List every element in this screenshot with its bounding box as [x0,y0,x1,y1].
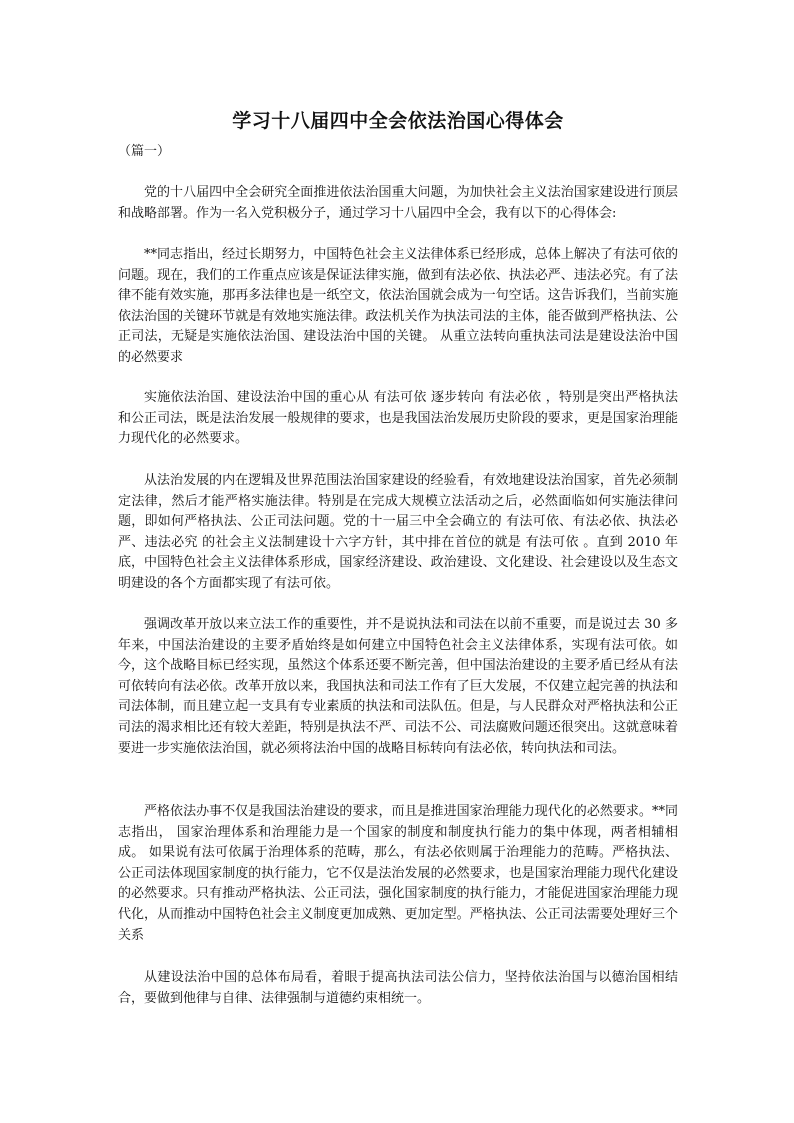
paragraph: 实施依法治国、建设法治中国的重心从 有法可依 逐步转向 有法必依 ，特别是突出严格执法和公正司法，既是法治发展一般规律的要求，也是我国法治发展历史阶段的要求，更是国家治理能力现代化的必然要求。 [118,390,678,447]
document-title: 学习十八届四中全会依法治国心得体会 [232,110,564,132]
paragraph: 严格依法办事不仅是我国法治建设的要求，而且是推进国家治理能力现代化的必然要求。**同志指出， 国家治理体系和治理能力是一个国家的制度和制度执行能力的集中体现，两者相辅相成。 如果说有法可依属于治理体系的范畴，那么，有法必依则属于治理能力的范畴。严格执法、公正司法体现国家制度的执行能力，它不仅是法治发展的必然要求，也是国家治理能力现代化建设的必然要求。只有推动严格执法、公正司法，强化国家制度的执行能力，才能促进国家治理能力现代化，从而推动中国特色社会主义制度更加成熟、更加定型。严格执法、公正司法需要处理好三个关系 [118,804,678,943]
paragraph: **同志指出，经过长期努力，中国特色社会主义法律体系已经形成，总体上解决了有法可依的问题。现在，我们的工作重点应该是保证法律实施，做到有法必依、执法必严、违法必究。有了法律不能有效实施，那再多法律也是一纸空文，依法治国就会成为一句空话。这告诉我们，当前实施依法治国的关键环节就是有效地实施法律。政法机关作为执法司法的主体，能否做到严格执法、公正司法，无疑是实施依法治国、建设法治中国的关键。 从重立法转向重执法司法是建设法治中国的必然要求 [118,247,678,365]
document-subtitle: （篇一） [118,144,171,159]
paragraph: 党的十八届四中全会研究全面推进依法治国重大问题，为加快社会主义法治国家建设进行顶层和战略部署。作为一名入党积极分子，通过学习十八届四中全会，我有以下的心得体会: [118,185,678,221]
paragraph: 从建设法治中国的总体布局看，着眼于提高执法司法公信力，坚持依法治国与以德治国相结合，要做到他律与自律、法律强制与道德约束相统一。 [118,970,678,1006]
paragraph: 强调改革开放以来立法工作的重要性，并不是说执法和司法在以前不重要，而是说过去 30 多年来，中国法治建设的主要矛盾始终是如何建立中国特色社会主义法律体系，实现有法可依。如今，这个战略目标已经实现，虽然这个体系还要不断完善，但中国法治建设的主要矛盾已经从有法可依转向有法必依。改革开放以来，我国执法和司法工作有了巨大发展，不仅建立起完善的执法和司法体制，而且建立起一支具有专业素质的执法和司法队伍。但是，与人民群众对严格执法和公正司法的渴求相比还有较大差距，特别是执法不严、司法不公、司法腐败问题还很突出。这就意味着要进一步实施依法治国，就必须将法治中国的战略目标转向有法必依，转向执法和司法。 [118,617,678,756]
paragraph: 从法治发展的内在逻辑及世界范围法治国家建设的经验看，有效地建设法治国家，首先必须制定法律，然后才能严格实施法律。特别是在完成大规模立法活动之后，必然面临如何实施法律问题，即如何严格执法、公正司法问题。党的十一届三中全会确立的 有法可依、有法必依、执法必严、违法必究 的社会主义法制建设十六字方针，其中排在首位的就是 有法可依 。直到 2010 年底，中国特色社会主义法律体系形成，国家经济建设、政治建设、文化建设、社会建设以及生态文明建设的各个方面都实现了有法可依。 [118,473,678,591]
